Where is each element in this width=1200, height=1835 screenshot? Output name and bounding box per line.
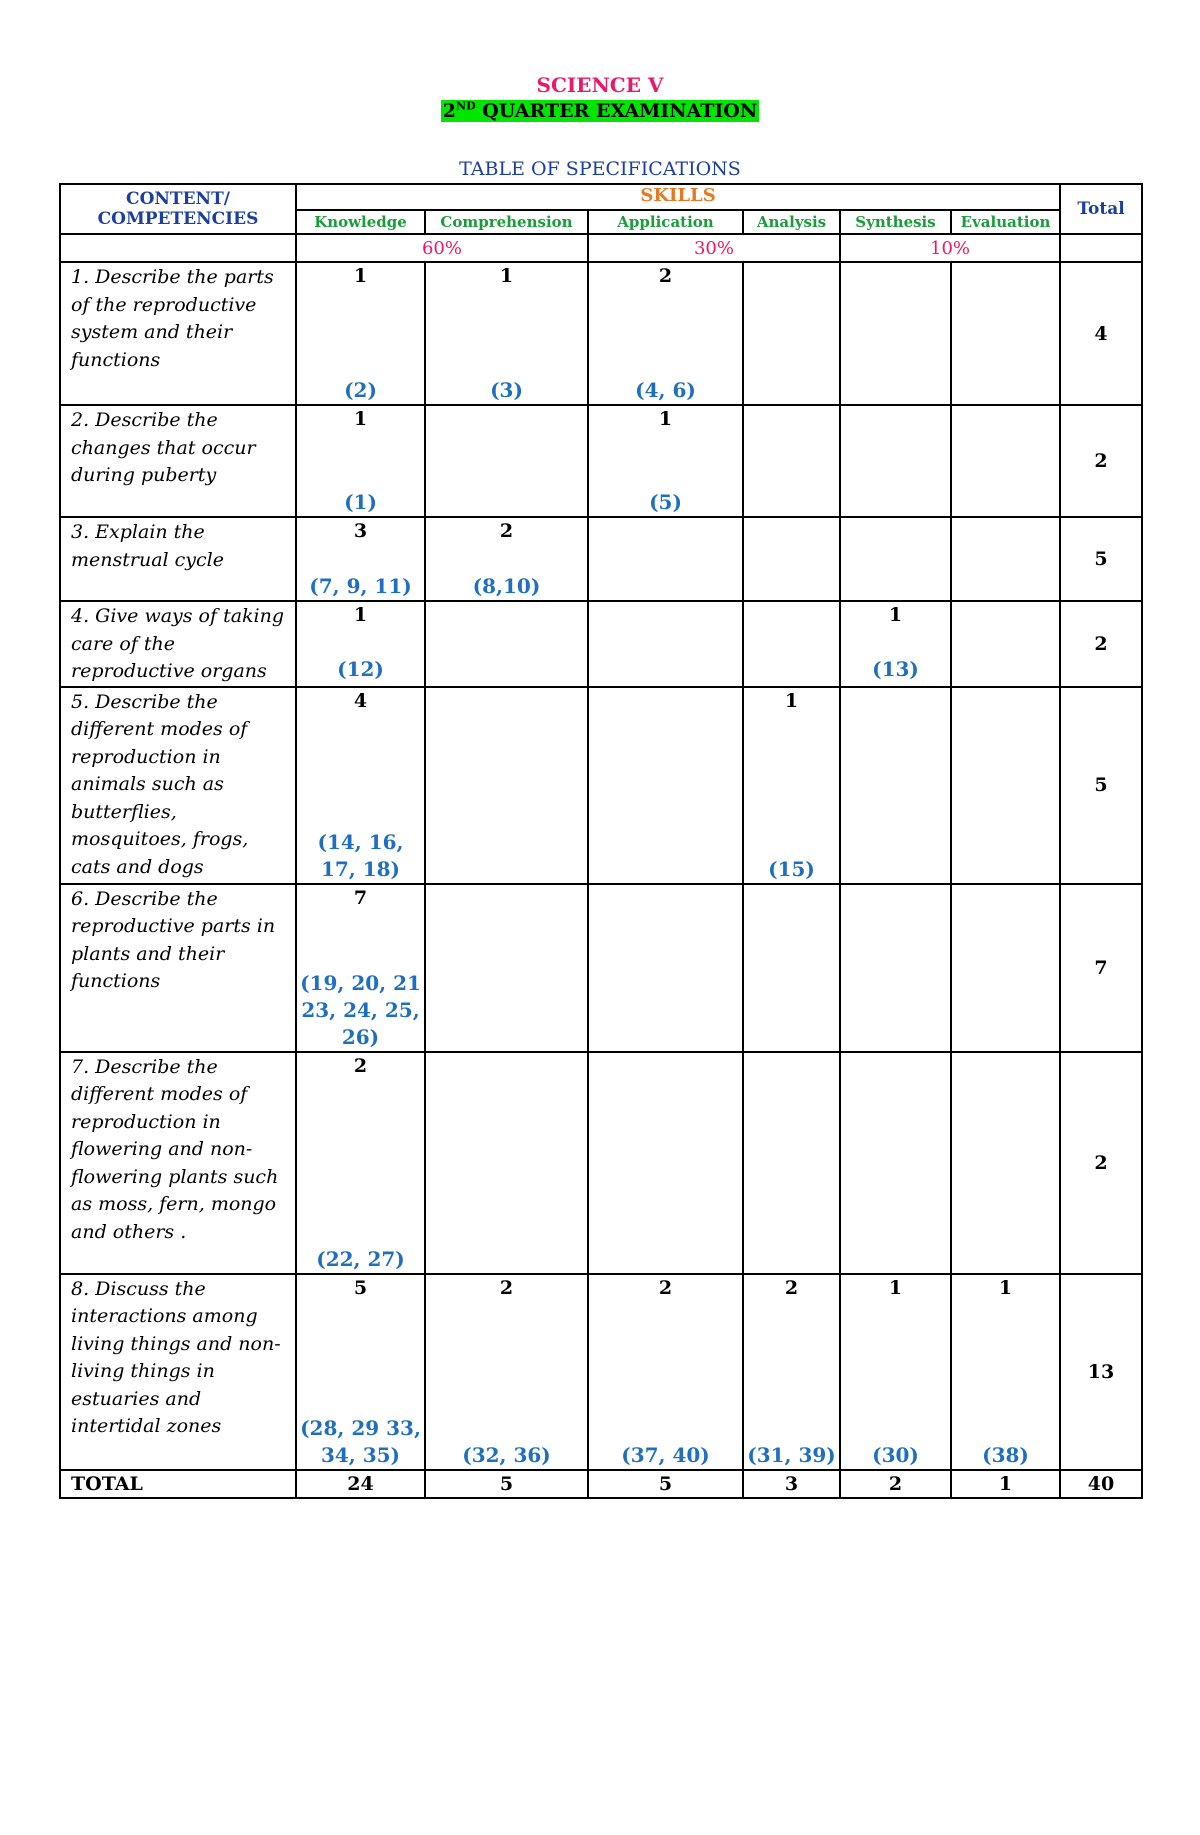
cell-synthesis bbox=[840, 517, 951, 601]
competency-row bbox=[60, 1274, 1142, 1470]
item-numbers: (5) bbox=[649, 490, 682, 514]
competency-text: 2. Describe the changes that occur during puberty bbox=[60, 405, 296, 517]
cell-comprehension bbox=[425, 1274, 588, 1470]
cell-knowledge bbox=[296, 1052, 425, 1274]
item-numbers: (22, 27) bbox=[316, 1246, 405, 1271]
competency-row bbox=[60, 1052, 1142, 1274]
cell-synthesis bbox=[840, 884, 951, 1052]
competency-row bbox=[60, 687, 1142, 884]
quarter-title bbox=[0, 100, 1200, 122]
item-numbers: (30) bbox=[872, 1442, 919, 1467]
skill-evaluation: Evaluation bbox=[951, 210, 1060, 234]
row-total: 5 bbox=[1060, 687, 1142, 884]
cell-application bbox=[588, 884, 743, 1052]
total-analysis: 3 bbox=[743, 1470, 840, 1498]
cell-synthesis bbox=[840, 687, 951, 884]
cell-knowledge bbox=[296, 884, 425, 1052]
competency-row bbox=[60, 601, 1142, 687]
item-numbers: (3) bbox=[490, 378, 523, 402]
skills-header: SKILLS bbox=[296, 184, 1060, 210]
cell-evaluation bbox=[951, 687, 1060, 884]
item-numbers: (32, 36) bbox=[462, 1442, 551, 1467]
quarter-number: 2 bbox=[442, 100, 457, 123]
cell-analysis bbox=[743, 517, 840, 601]
row-total: 5 bbox=[1060, 517, 1142, 601]
cell-knowledge bbox=[296, 1274, 425, 1470]
cell-knowledge bbox=[296, 262, 425, 405]
item-count: 2 bbox=[353, 1054, 368, 1077]
cell-comprehension bbox=[425, 405, 588, 517]
item-numbers: (15) bbox=[768, 856, 815, 881]
cell-synthesis bbox=[840, 1052, 951, 1274]
item-count: 1 bbox=[353, 604, 368, 626]
item-count: 2 bbox=[658, 265, 673, 287]
competency-text: 4. Give ways of taking care of the reproductive organs bbox=[60, 601, 296, 687]
item-numbers: (28, 29 33, 34, 35) bbox=[300, 1415, 421, 1467]
item-numbers: (12) bbox=[337, 657, 384, 681]
skill-application: Application bbox=[588, 210, 743, 234]
cell-application bbox=[588, 262, 743, 405]
cell-comprehension bbox=[425, 517, 588, 601]
cell-knowledge bbox=[296, 601, 425, 687]
cell-synthesis bbox=[840, 601, 951, 687]
skill-synthesis: Synthesis bbox=[840, 210, 951, 234]
cell-comprehension bbox=[425, 687, 588, 884]
cell-knowledge bbox=[296, 687, 425, 884]
row-total: 4 bbox=[1060, 262, 1142, 405]
specification-table bbox=[59, 183, 1143, 1499]
pct-30: 30% bbox=[588, 234, 840, 262]
item-count: 1 bbox=[353, 265, 368, 287]
item-numbers: (37, 40) bbox=[621, 1442, 710, 1467]
cell-evaluation bbox=[951, 517, 1060, 601]
competency-text: 1. Describe the parts of the reproductive system and their functions bbox=[60, 262, 296, 405]
item-numbers: (14, 16, 17, 18) bbox=[317, 829, 404, 881]
total-knowledge: 24 bbox=[296, 1470, 425, 1498]
item-count: 1 bbox=[888, 1276, 903, 1299]
total-label: TOTAL bbox=[60, 1470, 296, 1498]
cell-knowledge bbox=[296, 517, 425, 601]
cell-comprehension bbox=[425, 884, 588, 1052]
competency-text: 8. Discuss the interactions among living things and non-living things in estuaries and intertidal zones bbox=[60, 1274, 296, 1470]
cell-analysis bbox=[743, 262, 840, 405]
cell-evaluation bbox=[951, 884, 1060, 1052]
competency-row bbox=[60, 517, 1142, 601]
cell-analysis bbox=[743, 1052, 840, 1274]
competency-text: 3. Explain the menstrual cycle bbox=[60, 517, 296, 601]
cell-analysis bbox=[743, 687, 840, 884]
total-comprehension: 5 bbox=[425, 1470, 588, 1498]
item-count: 1 bbox=[784, 689, 799, 712]
skill-comprehension: Comprehension bbox=[425, 210, 588, 234]
item-count: 2 bbox=[499, 1276, 514, 1299]
item-numbers: (2) bbox=[344, 378, 377, 402]
cell-analysis bbox=[743, 1274, 840, 1470]
item-count: 1 bbox=[499, 265, 514, 287]
item-count: 2 bbox=[784, 1276, 799, 1299]
total-synthesis: 2 bbox=[840, 1470, 951, 1498]
cell-comprehension bbox=[425, 601, 588, 687]
cell-comprehension bbox=[425, 262, 588, 405]
total-application: 5 bbox=[588, 1470, 743, 1498]
pct-60: 60% bbox=[296, 234, 588, 262]
content-header: CONTENT/ COMPETENCIES bbox=[60, 184, 296, 234]
row-total: 2 bbox=[1060, 601, 1142, 687]
cell-analysis bbox=[743, 601, 840, 687]
cell-evaluation bbox=[951, 601, 1060, 687]
cell-analysis bbox=[743, 884, 840, 1052]
cell-application bbox=[588, 517, 743, 601]
pct-blank bbox=[60, 234, 296, 262]
cell-synthesis bbox=[840, 262, 951, 405]
item-numbers: (38) bbox=[982, 1442, 1029, 1467]
competency-text: 7. Describe the different modes of reproduction in flowering and non-flowering plants such as moss, fern, mongo and others . bbox=[60, 1052, 296, 1274]
cell-analysis bbox=[743, 405, 840, 517]
item-count: 2 bbox=[658, 1276, 673, 1299]
total-row bbox=[60, 1470, 1142, 1498]
pct-total-blank bbox=[1060, 234, 1142, 262]
competency-text: 5. Describe the different modes of reproduction in animals such as butterflies, mosquitoes, frogs, cats and dogs bbox=[60, 687, 296, 884]
item-numbers: (4, 6) bbox=[635, 378, 696, 402]
item-count: 7 bbox=[353, 886, 368, 909]
cell-application bbox=[588, 601, 743, 687]
skill-analysis: Analysis bbox=[743, 210, 840, 234]
item-numbers: (31, 39) bbox=[747, 1442, 836, 1467]
cell-synthesis bbox=[840, 405, 951, 517]
item-numbers: (8,10) bbox=[472, 574, 541, 598]
item-count: 2 bbox=[499, 520, 514, 542]
cell-application bbox=[588, 687, 743, 884]
row-total: 2 bbox=[1060, 1052, 1142, 1274]
table-title: TABLE OF SPECIFICATIONS bbox=[459, 158, 741, 180]
cell-application bbox=[588, 1274, 743, 1470]
item-count: 1 bbox=[998, 1276, 1013, 1299]
cell-comprehension bbox=[425, 1052, 588, 1274]
item-count: 5 bbox=[353, 1276, 368, 1299]
cell-synthesis bbox=[840, 1274, 951, 1470]
cell-evaluation bbox=[951, 262, 1060, 405]
item-numbers: (19, 20, 21 23, 24, 25, 26) bbox=[300, 970, 421, 1049]
item-count: 1 bbox=[888, 604, 903, 626]
pct-10: 10% bbox=[840, 234, 1060, 262]
grand-total: 40 bbox=[1060, 1470, 1142, 1498]
item-numbers: (7, 9, 11) bbox=[309, 574, 412, 598]
subject-title: SCIENCE V bbox=[536, 73, 664, 97]
quarter-text: QUARTER EXAMINATION bbox=[475, 100, 758, 123]
cell-application bbox=[588, 405, 743, 517]
cell-evaluation bbox=[951, 1052, 1060, 1274]
item-count: 1 bbox=[658, 408, 673, 430]
cell-evaluation bbox=[951, 405, 1060, 517]
cell-evaluation bbox=[951, 1274, 1060, 1470]
competency-row bbox=[60, 405, 1142, 517]
item-count: 4 bbox=[353, 689, 368, 712]
cell-knowledge bbox=[296, 405, 425, 517]
cell-application bbox=[588, 1052, 743, 1274]
row-total: 2 bbox=[1060, 405, 1142, 517]
item-numbers: (13) bbox=[872, 657, 919, 681]
item-count: 1 bbox=[353, 408, 368, 430]
quarter-highlight bbox=[441, 100, 759, 122]
total-header: Total bbox=[1060, 184, 1142, 234]
item-count: 3 bbox=[353, 520, 368, 542]
competency-text: 6. Describe the reproductive parts in plants and their functions bbox=[60, 884, 296, 1052]
competency-row bbox=[60, 884, 1142, 1052]
total-evaluation: 1 bbox=[951, 1470, 1060, 1498]
row-total: 7 bbox=[1060, 884, 1142, 1052]
competency-row bbox=[60, 262, 1142, 405]
row-total: 13 bbox=[1060, 1274, 1142, 1470]
skill-knowledge: Knowledge bbox=[296, 210, 425, 234]
quarter-suffix: ND bbox=[456, 100, 476, 113]
item-numbers: (1) bbox=[344, 490, 377, 514]
